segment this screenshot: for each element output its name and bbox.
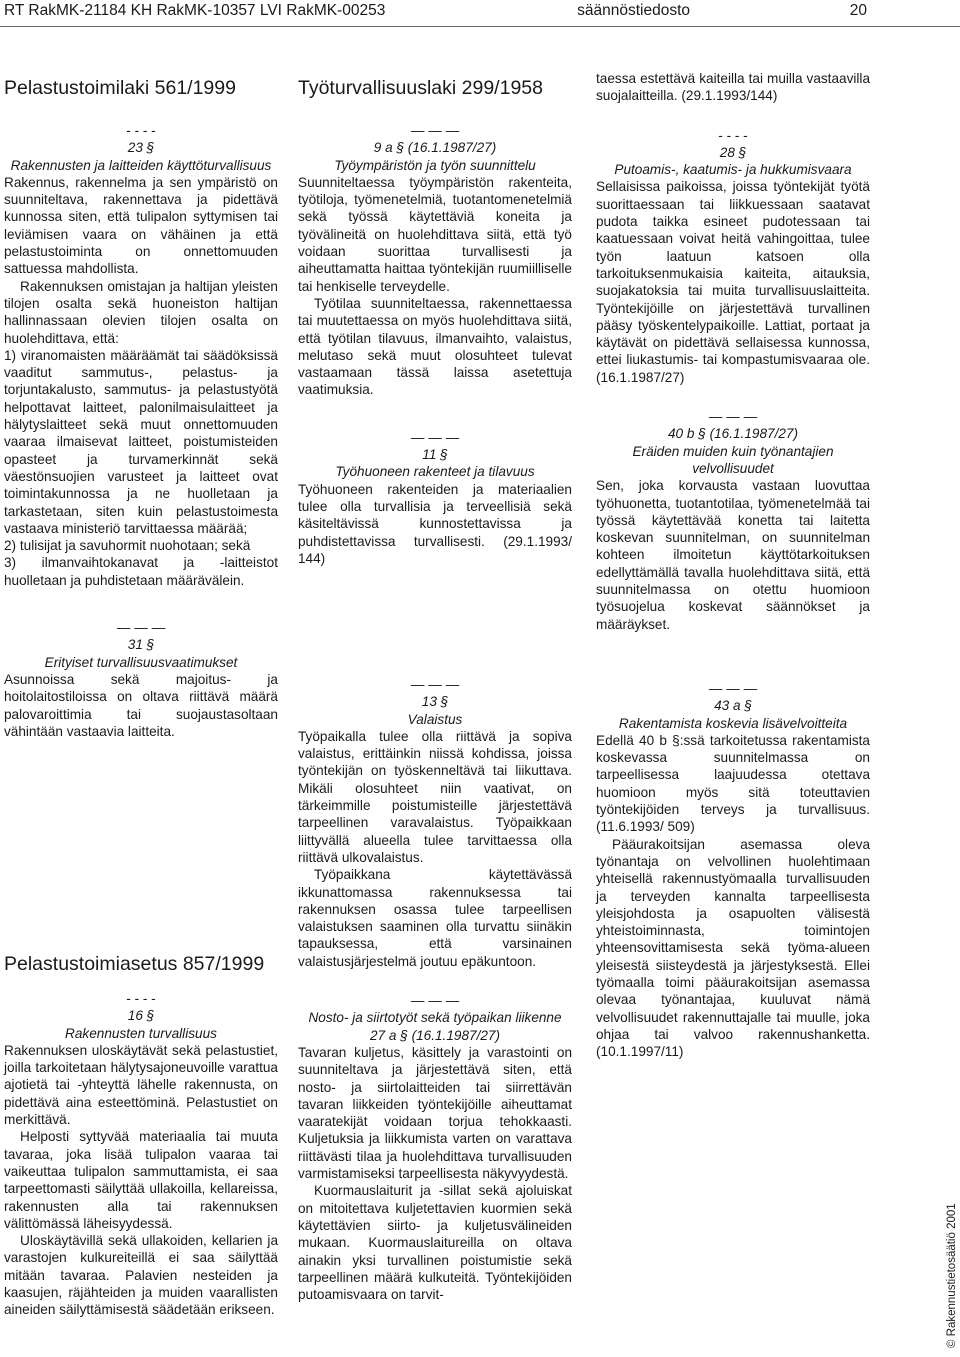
section-title: Eräiden muiden kuin työnantajien velvollisuudet (632, 443, 834, 476)
section-number: 27 a § (16.1.1987/27) (370, 1027, 500, 1043)
divider: - - - - (718, 127, 748, 143)
section-number: 28 § (719, 144, 747, 160)
paragraph: Suunniteltaessa työympäristön rakenteita, työtiloja, työmenetelmiä, tuotantomenetelmiä sekä työssä käytettäviä koneita ja työvälineitä on huolehdittava siitä, että työ voidaan suorittaa turvallisesti ja aiheuttamatta haittaa työntekijän ruumiilliselle tai henkiselle terveydelle. (298, 174, 572, 294)
column-2 (298, 76, 572, 567)
divider: - - - - (126, 991, 156, 1006)
paragraph: Tavaran kuljetus, käsittely ja varastointi on suunniteltava ja järjestettävä siten, että nosto- ja siirtolaitteiden tai siirrettävän tavaran liikkeiden työntekijöille aiheuttamat vaaratekijät voidaan torjua tehokkaasti. Kuljetuksia ja liikkumista varten on varattava riittävästi tilaa ja huolehdittava turvallisuuden varmistamiseksi tarpeellisesta näkyvyydestä. (298, 1044, 572, 1182)
divider: — — — (116, 620, 166, 636)
paragraph: Rakennuksen uloskäytävät sekä pelastustiet, joilla tarkoitetaan hälytysajoneuvoille varattua ajotietä tai -yhteyttä lähelle rakennusta, on pidettävä aina esteettöminä. Pelastustiet on merkittävä. (4, 1042, 278, 1128)
paragraph: Rakennuksen omistajan ja haltijan yleisten tilojen osalta sekä huoneiston haltijan hallinnassaan olevien tilojen osalta on huolehdittava, että: (4, 278, 278, 346)
paragraph: Pääurakoitsijan asemassa oleva työnantaja on velvollinen huolehtimaan yhteisellä rakennustyömaalla turvallisuuden ja terveyden kannalta tarpeellisesta yleisjohdosta ja osapuolten välisestä yhteistoiminnasta, toimintojen yhteensovittamisesta sekä työma-alueen yleisestä siisteydestä ja järjestyksestä. Ellei työmaalla toimi pääurakoitsijan asemassa olevaa työnantajaa, kuuluvat nämä velvollisuudet rakennuttajalle tai muulle, joka ohjaa tai valvoo rakennushanketta. (10.1.1997/11) (596, 836, 870, 1060)
column-2-lower (298, 676, 572, 1303)
column-3 (596, 70, 870, 633)
section-number: 23 § (127, 140, 155, 156)
header-category: säännöstiedosto (577, 2, 690, 19)
section-title: Erityiset turvallisuusvaatimukset (44, 654, 238, 670)
page-number: 20 (849, 2, 867, 19)
paragraph: taessa estettävä kaiteilla tai muilla vastaavilla suojalaitteilla. (29.1.1993/144) (596, 71, 870, 104)
divider: — — — (410, 429, 460, 445)
section-title: Rakennusten turvallisuus (65, 1025, 217, 1041)
paragraph: Työhuoneen rakenteiden ja materiaalien tulee olla turvallisia ja terveellisiä sekä käsiteltävissä kunnostettavissa ja puhdistettavissa turvallisesti. (29.1.1993/ 144) (298, 481, 572, 566)
paragraph: 3) ilmanvaihtokanavat ja -laitteistot huolletaan ja puhdistetaan määrävälein. (4, 555, 278, 588)
law-title-tyoturvallisuuslaki: Työturvallisuuslaki 299/1958 (298, 77, 543, 99)
section-number: 31 § (127, 637, 155, 653)
column-3-lower (596, 680, 870, 1061)
section-number: 13 § (421, 694, 449, 710)
section-heading: Nosto- ja siirtotyöt sekä työpaikan liikenne (308, 1010, 562, 1026)
law-title-pelastustoimiasetus: Pelastustoimiasetus 857/1999 (4, 953, 265, 975)
divider: - - - - (126, 123, 156, 138)
paragraph: Uloskäytävillä sekä ullakoiden, kellarien ja varastojen kulkureiteillä ei saa säilyttää mitään tavaraa. Palavien nesteiden ja kaasujen, räjähteiden ja muiden vaarallisten aineiden säilyttämisestä säädetään erikseen. (4, 1233, 278, 1318)
section-number: 40 b § (16.1.1987/27) (668, 426, 798, 442)
divider: — — — (410, 123, 460, 138)
divider: — — — (410, 993, 460, 1009)
header-codes: RT RakMK-21184 KH RakMK-10357 LVI RakMK-00253 (4, 2, 386, 19)
paragraph: 1) viranomaisten määräämät tai säädöksissä vaaditut sammutus-, pelastus- ja torjuntakalusto, sammutus- ja pelastustyötä helpottavat laitteet, palonilmaisulaitteet ja hälytyslaitteet sekä muut onnettomuuden vaaraa ilmaisevat laitteet, poistumisteiden opasteet ja turvamerkinnät sekä väestönsuojien varusteet ja laitteet ovat toimintakunnossa ja ne huolletaan ja tarkastetaan, siten kuin pelastustoimesta vastaava ministeriö tarvittaessa määrää; (4, 347, 278, 536)
paragraph: Kuormauslaiturit ja -sillat sekä ajoluiskat on mitoitettava kuljetettavien kuormien sekä käytettävien siirto- ja kuljetusvälineiden mukaan. Kuormauslaitureilla on oltava ainakin yksi turvallinen poistumistie sekä tarpeellinen määrä kulkuteitä. Työntekijöiden putoamisvaara on tarvit- (298, 1183, 572, 1303)
divider: — — — (410, 677, 460, 692)
section-title: Rakennusten ja laitteiden käyttöturvallisuus (10, 157, 272, 173)
divider: — — — (708, 409, 758, 425)
paragraph: Edellä 40 b §:ssä tarkoitetussa rakentamista koskevassa suunnitelmassa on tarpeellisessa laajuudessa otettava huomioon myös sitä toteuttavien työntekijöiden terveys ja turvallisuus. (11.6.1993/ 509) (596, 732, 870, 835)
paragraph: Helposti syttyvää materiaalia tai muuta tavaraa, joka lisää tulipalon vaaraa tai vaikeuttaa tulipalon sammuttamista, ei saa tarpeettomasti säilyttää ullakoilla, kellareissa, rakennusten alla tai rakennuksen välittömässä läheisyydessä. (4, 1129, 278, 1231)
paragraph: Rakennus, rakennelma ja sen ympäristö on suunniteltava, rakennettava ja pidettävä kunnossa siten, että tulipalon syttymisen tai leviämisen vaara on vähäinen ja että pelastustoiminta on onnettomuuden sattuessa mahdollista. (4, 174, 278, 277)
divider: — — — (708, 681, 758, 696)
page-header (0, 0, 960, 27)
section-title: Työympäristön ja työn suunnittelu (334, 157, 536, 173)
column-1 (4, 76, 278, 740)
section-title: Valaistus (407, 711, 463, 727)
paragraph: Sen, joka korvausta vastaan luovuttaa työhuonetta, tuotantotilaa, työmenetelmää tai työssä käytettävää konetta tai laitetta koskevan suunnitelman, on suunnitelman kohteen ilmoitetun käyttötarkoituksen edellyttämällä tavalla huolehdittava siitä, että suunnitelmassa on otettu huomioon työsuojelua koskevat säännökset ja määräykset. (596, 478, 870, 632)
paragraph: Sellaisissa paikoissa, joissa työntekijät työtä suorittaessaan tai liikkuessaan saatavat pudota taikka esineet pudotessaan tai kaatuessaan voivat heitä vahingoittaa, tulee työn laatuun katsoen olla tarkoituksenmukaisia kaiteita, aitauksia, suojakatoksia tai muita turvallisuuslaitteita. Työntekijöille on järjestettävä turvallinen pääsy työskentelypaikoille. Lattiat, portaat ja käytävät on pidettävä sellaisessa kunnossa, ettei liukastumis- tai kompastumisvaaraa ole. (16.1.1987/27) (596, 179, 870, 385)
section-title: Rakentamista koskevia lisävelvoitteita (618, 715, 848, 731)
paragraph: 2) tulisijat ja savuhormit nuohotaan; sekä (4, 538, 251, 554)
section-number: 43 a § (714, 698, 752, 714)
section-title: Työhuoneen rakenteet ja tilavuus (335, 464, 535, 480)
column-1-lower (4, 952, 278, 1319)
law-title-pelastustoimilaki: Pelastustoimilaki 561/1999 (4, 77, 236, 99)
paragraph: Työtilaa suunniteltaessa, rakennettaessa tai muutettaessa on myös huolehdittava siitä, että työtilan tilavuus, ilmanvaihto, valaistus, melutaso sekä muut olosuhteet tulevat vastaamaan tässä laissa asetettuja vaatimuksia. (298, 295, 572, 398)
paragraph: Työpaikkana käytettävässä ikkunattomassa rakennuksessa tai rakennuksen osassa tulee tarpeellisen valaistuksen saaminen olla turvattu siinäkin tapauksessa, että varsinainen valaistusjärjestelmä joutuu epäkuntoon. (298, 867, 572, 969)
section-number: 16 § (127, 1008, 155, 1024)
section-number: 11 § (422, 447, 448, 463)
paragraph: Asunnoissa sekä majoitus- ja hoitolaitostiloissa on oltava riittävä määrä palovaroittimia tai suojaustasoltaan vähintään vastaavia laitteita. (4, 671, 278, 739)
section-title: Putoamis-, kaatumis- ja hukkumisvaara (614, 162, 852, 178)
copyright-notice: © Rakennustietosäätiö 2001 (946, 1203, 958, 1348)
paragraph: Työpaikalla tulee olla riittävä ja sopiva valaistus, erittäinkin niissä kohdissa, joissa työntekijän on työskenneltävä tai liikuttava. Mikäli olosuhteet niin vaativat, on tärkeimmille poistumisteille järjestettävä tarpeellinen varavalaistus. Työpaikkaan liittyvällä alueella tulee tarvittaessa olla riittävä ulkovalaistus. (298, 728, 572, 865)
section-number: 9 a § (16.1.1987/27) (373, 140, 497, 156)
